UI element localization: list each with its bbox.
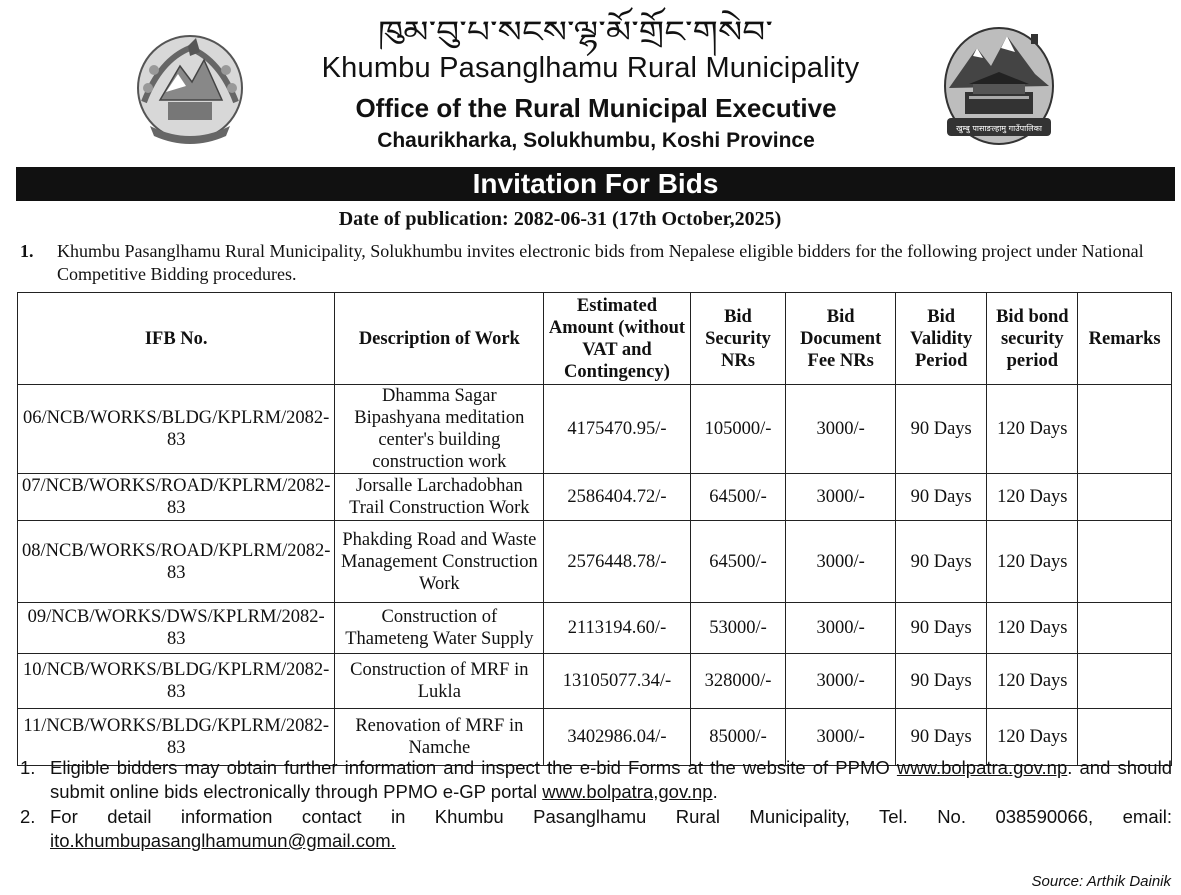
cell-security: 53000/- — [690, 603, 786, 654]
cell-ifb: 08/NCB/WORKS/ROAD/KPLRM/2082-83 — [18, 521, 335, 603]
col-bid-security: Bid Security NRs — [690, 293, 786, 385]
cell-amount: 2113194.60/- — [544, 603, 690, 654]
cell-validity: 90 Days — [896, 385, 987, 474]
letterhead — [0, 0, 1181, 165]
source-credit: Source: Arthik Dainik — [1031, 873, 1171, 890]
cell-fee: 3000/- — [786, 385, 896, 474]
svg-text:ཁུམ་བུ་པ་སངས་ལྷ་མོ་གྲོང་གསེབ་: ཁུམ་བུ་པ་སངས་ལྷ་མོ་གྲོང་གསེབ་ — [378, 15, 707, 50]
cell-fee: 3000/- — [786, 709, 896, 766]
cell-desc: Renovation of MRF in Namche — [335, 709, 544, 766]
cell-bond: 120 Days — [987, 385, 1078, 474]
bids-table — [17, 292, 1172, 766]
cell-validity: 90 Days — [896, 474, 987, 521]
cell-fee: 3000/- — [786, 654, 896, 709]
col-validity-period: Bid Validity Period — [896, 293, 987, 385]
cell-security: 64500/- — [690, 474, 786, 521]
cell-remarks — [1078, 654, 1172, 709]
cell-bond: 120 Days — [987, 603, 1078, 654]
cell-amount: 4175470.95/- — [544, 385, 690, 474]
table-header-row — [18, 293, 1172, 385]
cell-amount: 3402986.04/- — [544, 709, 690, 766]
cell-amount: 2586404.72/- — [544, 474, 690, 521]
intro-number: 1. — [20, 241, 34, 261]
table-row — [18, 654, 1172, 709]
cell-desc: Construction of MRF in Lukla — [335, 654, 544, 709]
municipality-name: Khumbu Pasanglhamu Rural Municipality — [321, 52, 860, 84]
tibetan-script-heading — [378, 6, 778, 56]
table-row — [18, 385, 1172, 474]
cell-ifb: 10/NCB/WORKS/BLDG/KPLRM/2082-83 — [18, 654, 335, 709]
cell-validity: 90 Days — [896, 603, 987, 654]
cell-amount: 13105077.34/- — [544, 654, 690, 709]
note-text: For detail information contact in Khumbu Pasanglhamu Rural Municipality, Tel. No. 038590066, email: — [50, 806, 1172, 827]
cell-security: 328000/- — [690, 654, 786, 709]
cell-validity: 90 Days — [896, 709, 987, 766]
cell-bond: 120 Days — [987, 709, 1078, 766]
col-bond-period: Bid bond security period — [987, 293, 1078, 385]
note-item — [20, 756, 1172, 804]
cell-desc: Jorsalle Larchadobhan Trail Construction Work — [335, 474, 544, 521]
cell-ifb: 07/NCB/WORKS/ROAD/KPLRM/2082-83 — [18, 474, 335, 521]
cell-desc: Dhamma Sagar Bipashyana meditation center's building construction work — [335, 385, 544, 474]
note-text: . and should submit online bids electronically through PPMO e-GP portal — [50, 757, 1172, 802]
cell-fee: 3000/- — [786, 521, 896, 603]
cell-bond: 120 Days — [987, 521, 1078, 603]
cell-validity: 90 Days — [896, 654, 987, 709]
office-name: Office of the Rural Municipal Executive — [355, 93, 837, 123]
cell-fee: 3000/- — [786, 474, 896, 521]
notes-section — [20, 756, 1172, 853]
cell-fee: 3000/- — [786, 603, 896, 654]
cell-remarks — [1078, 603, 1172, 654]
cell-ifb: 11/NCB/WORKS/BLDG/KPLRM/2082-83 — [18, 709, 335, 766]
municipality-logo-icon — [943, 26, 1055, 148]
note-text: . — [712, 781, 718, 802]
office-address: Chaurikharka, Solukhumbu, Koshi Province — [377, 129, 815, 152]
cell-ifb: 09/NCB/WORKS/DWS/KPLRM/2082-83 — [18, 603, 335, 654]
col-remarks: Remarks — [1078, 293, 1172, 385]
ppmo-website-link[interactable]: www.bolpatra.gov.np — [896, 757, 1068, 778]
note-number: 2. — [20, 806, 36, 827]
col-document-fee: Bid Document Fee NRs — [786, 293, 896, 385]
note-item — [20, 805, 1172, 853]
note-number: 1. — [20, 757, 36, 778]
cell-validity: 90 Days — [896, 521, 987, 603]
col-description: Description of Work — [335, 293, 544, 385]
svg-text:खुम्बु पासाङल्हामु गाउँपालिका: खुम्बु पासाङल्हामु गाउँपालिका — [956, 124, 1042, 133]
note-text: Eligible bidders may obtain further information and inspect the e-bid Forms at the website of PPMO — [50, 757, 890, 778]
table-row — [18, 603, 1172, 654]
col-ifb-no: IFB No. — [18, 293, 335, 385]
cell-bond: 120 Days — [987, 474, 1078, 521]
contact-email-link[interactable]: ito.khumbupasanglhamumun@gmail.com. — [50, 830, 396, 851]
cell-ifb: 06/NCB/WORKS/BLDG/KPLRM/2082-83 — [18, 385, 335, 474]
intro-text: Khumbu Pasanglhamu Rural Municipality, Solukhumbu invites electronic bids from Nepalese eligible bidders for the following project under National Competitive Bidding procedures. — [57, 241, 1144, 284]
cell-security: 64500/- — [690, 521, 786, 603]
cell-bond: 120 Days — [987, 654, 1078, 709]
cell-desc: Phakding Road and Waste Management Construction Work — [335, 521, 544, 603]
cell-desc: Construction of Thameteng Water Supply — [335, 603, 544, 654]
cell-remarks — [1078, 474, 1172, 521]
table-row — [18, 521, 1172, 603]
cell-security: 85000/- — [690, 709, 786, 766]
cell-remarks — [1078, 521, 1172, 603]
publication-date: Date of publication: 2082-06-31 (17th October,2025) — [338, 208, 782, 230]
egp-portal-link[interactable]: www.bolpatra,gov.np — [542, 781, 713, 802]
cell-remarks — [1078, 385, 1172, 474]
cell-amount: 2576448.78/- — [544, 521, 690, 603]
cell-security: 105000/- — [690, 385, 786, 474]
col-estimated-amount: Estimated Amount (without VAT and Contingency) — [544, 293, 690, 385]
intro-paragraph — [20, 240, 1175, 286]
invitation-banner: Invitation For Bids — [16, 167, 1175, 201]
table-row — [18, 474, 1172, 521]
